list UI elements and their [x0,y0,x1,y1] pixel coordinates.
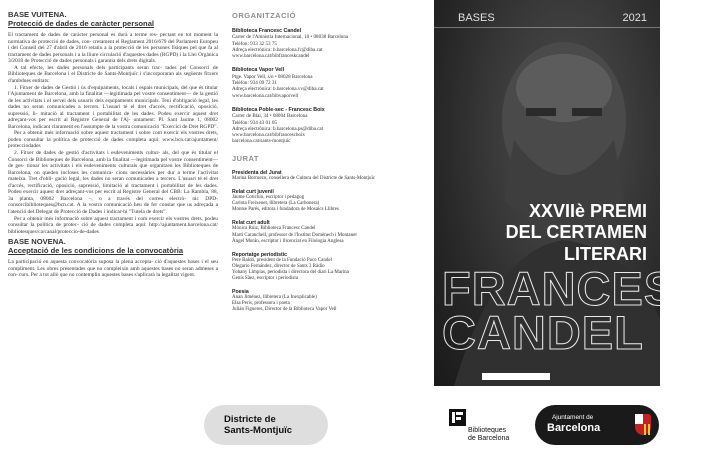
organisation-column [232,11,428,461]
library-line: Carrer de l'Amnistia Internacional, 10 • 08038 Barcelona [232,34,349,41]
rules-column [8,11,218,461]
section-heading-ninth [8,238,218,255]
honoree-first-name: FRANCESC [442,262,711,315]
section-heading-eighth [8,11,218,28]
jury-member: Martí Caranchell, professor de l'Institut Domènech i Montaner [232,232,358,238]
jury-group-title: Poesia [232,289,249,296]
jury-member: Jaume Cotichio, escriptor i pedagog [232,195,305,201]
jury-group-title: Relat curt adult [232,220,270,227]
jury-member: Julián Figueres, Director de la Biblioteca Vapor Vell [232,307,337,313]
library-block [232,67,428,98]
jury-member: Montse Parés, editora i fundadora de Mosaics Llibres [232,207,339,213]
paragraph: La participació en aquesta convocatòria suposa la plena accepta- ció d'aquestes bases i el seu compliment. Les obres presentades que no compleixin amb aquestes bases no seran admeses a con- curs. Per a tot allò que no contemplin aquestes bases s'aplicarà la legalitat vigent. [8,259,218,279]
library-line: www.barcelona.cat/bibvaporvell [232,92,299,99]
jury-group-title: Relat curt juvenil [232,188,274,195]
jury-group [232,289,428,313]
paragraph: El tractament de dades de caràcter personal es durà a terme res- pectant en tot moment la normativa de protecció de dades, con- cretament el Reglament 2016/679 del Parlament Europeu i del Consell del 27 d'abril de 2016 relatiu a la protecció de les persones físiques pel que fa al tractament de dades personals i a la lliure circulació d'aquestes dades (RGPD) i la Llei Orgànica 3/2018 de Protecció de dades personals i garantia dels drets digitals. [8,32,218,65]
biblioteques-line: Biblioteques [468,427,507,434]
jury-member: Marina Borruezo, consellera de Cultura del Districte de Sants-Montjuïc [232,175,376,181]
library-line: Adreça electrònica: b.barcelona.fc@diba.cat [232,46,323,53]
jury-group-title: Presidenta del Jurat [232,169,282,176]
cover-label: BASES [458,12,495,24]
library-line: www.barcelona.cat/bibfrancescboix [232,132,305,139]
section-body-eighth [8,32,218,235]
jury-member: Olegario Fernández, director de Sants 3 Ràdio [232,263,325,269]
district-line: Sants-Montjuïc [224,425,293,436]
jury-group [232,189,428,213]
district-line: Districte de [224,414,276,425]
header-rule [434,27,660,28]
jury-group-title: Reportatge periodístic [232,251,288,258]
jury-member: Àngel Morán, escriptor i llicenciat en Filologia Anglesa [232,238,344,244]
district-logo [204,405,328,445]
library-block [232,28,428,59]
barcelona-shield-icon [635,414,651,435]
paragraph: Per a obtenir més informació sobre aquest tractament i sobre com exercir els vostres drets, podeu consultar la política de protecció de dades completa aquí: www.bcn.cat/ajuntament/ protecciodades [8,130,218,150]
library-name: Biblioteca Vapor Vell [232,67,285,74]
jury-group [232,220,428,244]
library-name: Biblioteca Francesc Candel [232,28,302,34]
library-block [232,107,428,145]
biblioteques-mark-icon [449,409,466,426]
library-name: Biblioteca Poble-sec - Francesc Boix [232,106,325,113]
library-line: barcelona.cat/sants-montjuïc [232,138,291,145]
jury-member: Pere Baldó, president de la Fundació Paco Candel [232,257,332,263]
jury-member: Genís Sàez, escriptor i periodista [232,276,298,282]
biblioteques-logo [446,407,516,447]
section-title: Protecció de dades de caràcter personal [8,18,155,28]
award-title-line: DEL CERTAMEN [505,222,647,242]
library-line: Adreça electrònica: b.barcelona.ps@diba.cat [232,125,324,132]
award-title-line: XXVIIè PREMI [528,201,647,221]
honoree-last-name: CANDEL [442,306,644,359]
jury-group [232,252,428,282]
award-title-line: LITERARI [564,244,647,264]
library-line: Adreça electrònica: b.barcelona.vv@diba.cat [232,86,324,93]
jury-member: Elsa Perís, professora i poeta [232,301,290,307]
section-tag: BASE VUITENA. [8,10,67,19]
jury-member: Carlota Freixenet, llibretera (La Carbonera) [232,201,320,207]
cover-year: 2021 [622,12,647,24]
library-line: Carrer de Blai, 34 • 08004 Barcelona [232,113,308,120]
library-line: Ptge. Vapor Vell, s/n • 08028 Barcelona [232,73,313,80]
section-tag: BASE NOVENA. [8,237,66,247]
jury-member: Mònica Ruiz, Biblioteca Francesc Candel [232,226,316,232]
ajuntament-line: Barcelona [547,422,601,434]
jury-member: Yohany Límpias, periodista i directora del diari La Marina [232,269,349,275]
paragraph: 2. Fitxer de dades de gestió d'activitats i esdeveniments cultur- als, del que és titular el Consorci de Biblioteques de Barcelona, amb la finalitat —legitimada pel vostre consentiment— de ges- tionar les activitats i els esdeveniments culturals que organitzen les Biblioteques de Barcelona, on queden incloses les comunica- cions necessàries per dur a terme l'activitat mateixa. Tret d'obli- gació legal, les dades no seran comunicades a tercers. L'usuari té el dret d'accés, rectificació, oposició, supressió, limitació al tractament i portabilitat de les dades. Podeu exercir aquest dret adreçant-vos per escrit al Registre General del CBB: La Rambla, 88, 3a planta, 08002 Barcelona –, o a través del correu electrò- nic DPD-consorcibiblioteques@bcn.cat. A la vostra comunicació heu de fer constar que us adreçada a l'atenció del Delegat de Protecció de Dades i indicar-hi "Tutela de drets". [8,150,218,215]
organisation-heading: ORGANITZACIÓ [232,11,296,20]
section-title: Acceptació de les condicions de la convocatòria [8,245,184,255]
library-line: Telèfon: 934 43 01 05 [232,119,277,126]
paragraph: 1. Fitxer de dades de Gestió i ús d'equipaments, locals i espais municipals, del que és titular l'Ajuntament de Barcelona, amb la finalitat —legitimada pel vostre consentiment— de la gestió de les activitats i el servei dels usuaris dels equipaments municipals. Teni d'obligació legal, les dades no seran comunicades a tercers. L'usuari té el dret d'accés, rectificació, oposició, supressió, li- mitació al tractament i portabilitat de les dades. Podeu exercir aquest dret adreçant-vos per escrit al Registre General de l'Aj- untament: Pl. Sant Jaume 1, 08002 Barcelona, indicant clarament en l'assumpte de la vostra comunicació "Exercici de Dret RGPD". [8,84,218,130]
jury-heading: JURAT [232,153,259,163]
cover-panel [434,0,711,386]
jury-group [232,170,428,182]
section-body-ninth [8,259,218,279]
jury-member: Anan Jiménez, llibretera (La Inexplicable) [232,295,317,301]
accent-bar [482,373,550,380]
paragraph: Per a obtenir més informació sobre aquest tractament i com exercir els vostres drets, podeu consultar la política de protec- ció de dades completa aquí: http://ajuntament.barcelona.cat/ bibliotesques/ca/canal/proteccio-de-dades [8,215,218,235]
library-line: Telèfon: 934 09 72 31 [232,80,277,87]
library-line: www.barcelona.cat/bibfranceskcandel [232,53,310,60]
paragraph: A tal efecte, les dades personals dels participants seran trac- tades pel Consorci de Biblioteques de Barcelona i el Districte de Sants-Montjuïc i s'incorporaran als següents fitxers d'ambdues entitats: [8,64,218,85]
ajuntament-line: Ajuntament de [552,414,594,421]
ajuntament-logo [535,405,659,445]
library-line: Telèfon: 933 32 53 75 [232,40,277,47]
biblioteques-line: de Barcelona [468,435,510,443]
